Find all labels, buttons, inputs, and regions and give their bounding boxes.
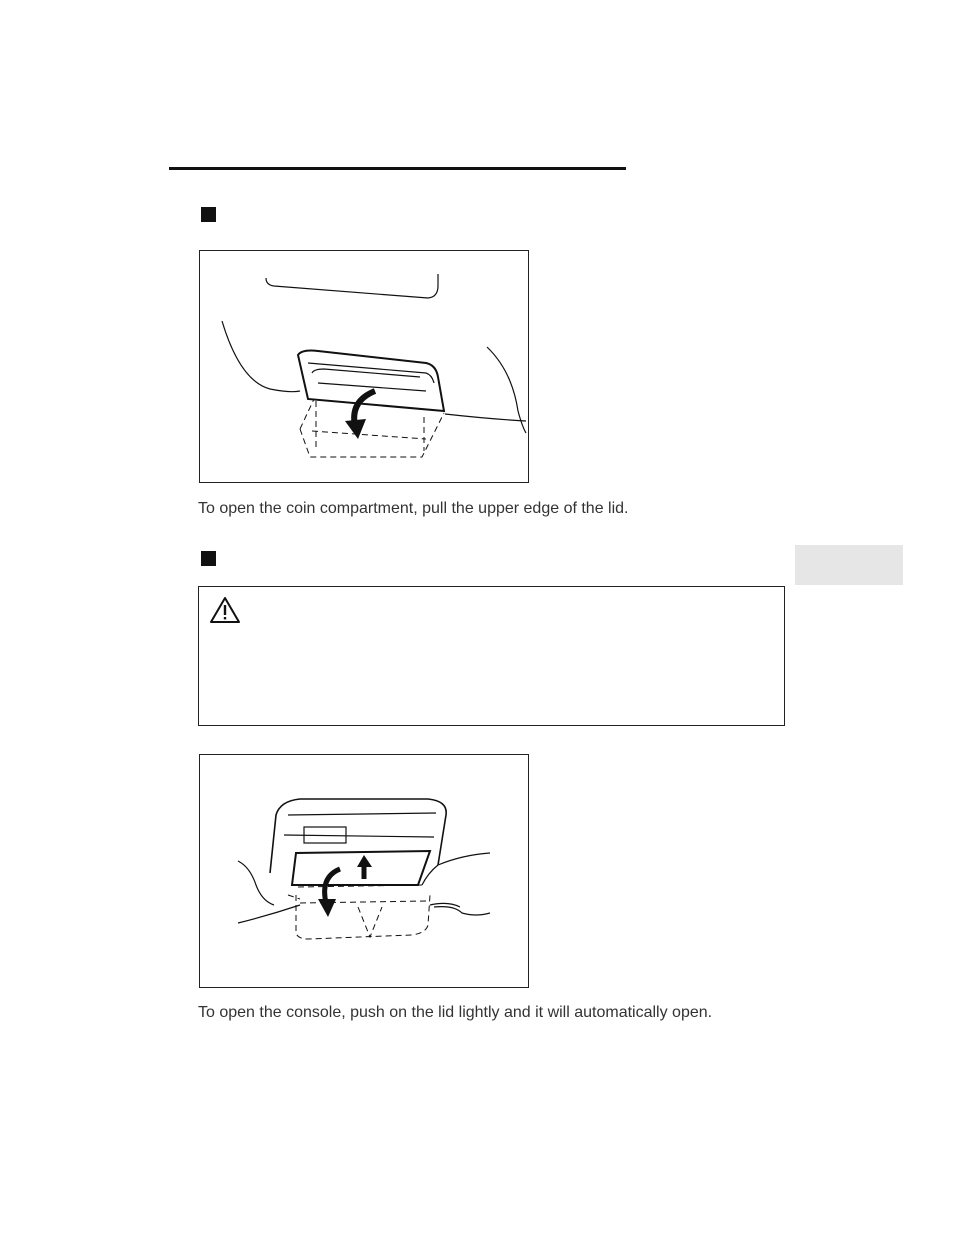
caution-box [198,586,785,726]
section-bullet-coin-compartment [201,207,216,222]
coin-compartment-caption: To open the coin compartment, pull the upper edge of the lid. [198,500,629,517]
section-heading-rule [169,167,626,170]
console-caption: To open the console, push on the lid lightly and it will automatically open. [198,1004,713,1021]
section-bullet-console [201,551,216,566]
coin-compartment-illustration [199,250,529,483]
console-drawing [200,755,530,989]
arrow-icon [345,391,375,439]
chapter-side-tab [795,545,903,585]
warning-triangle-icon [209,596,241,624]
coin-compartment-drawing [200,251,530,484]
console-illustration [199,754,529,988]
